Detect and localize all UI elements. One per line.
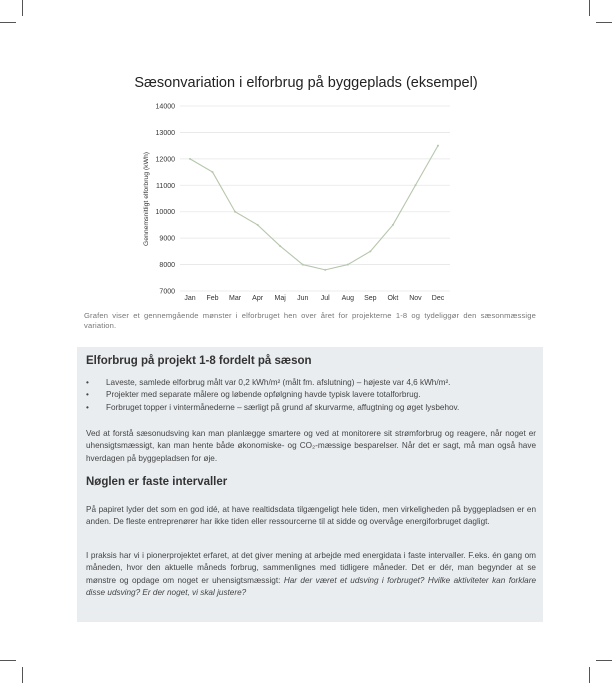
y-tick-label: 10000 <box>155 209 175 217</box>
x-tick-label: Okt <box>387 295 399 302</box>
bullet-item <box>86 377 536 389</box>
data-point <box>189 158 191 160</box>
x-tick-label: Nov <box>409 295 422 302</box>
data-point <box>324 269 326 271</box>
paragraph: På papiret lyder det som en god idé, at have realtidsdata tilgængeligt hele tiden, men virkeligheden på byggepladsen er en anden. De fleste entreprenører har ikke tiden eller ressourcerne til at sidde og overvåge energiforbruget dagligt. <box>86 505 536 527</box>
data-point <box>302 264 304 266</box>
section-heading: Elforbrug på projekt 1-8 fordelt på sæson <box>86 355 312 367</box>
paragraph-text: I praksis har vi i pionerprojektet erfaret, at det giver mening at arbejde med energidata i faste intervaller. F.eks. én gang om måneden, hvor den aktuelle måneds forbrug, sammenlignes med tidligere måneder. Det er dér, man begynder at se mønstre og opdage om noget er uhensigtsmæssigt: <box>86 551 536 585</box>
y-tick-label: 13000 <box>155 129 175 137</box>
x-tick-label: Aug <box>341 295 355 302</box>
x-tick-label: Sep <box>364 295 377 302</box>
y-tick-label: 7000 <box>159 288 175 296</box>
x-tick-label: Feb <box>206 295 219 302</box>
line-chart <box>0 0 612 310</box>
bullet-icon: • <box>86 402 89 412</box>
x-tick-label: Jun <box>297 295 309 302</box>
paragraph-italic-text: Har der været et udsving i forbruget? Hvilke aktiviteter kan forklare disse udsving? Er der noget, vi skal justere? <box>86 575 536 598</box>
y-tick-label: 8000 <box>159 262 175 270</box>
x-tick-label: Apr <box>252 295 264 302</box>
crop-mark <box>0 660 16 661</box>
data-point <box>392 224 394 226</box>
section-heading: Nøglen er faste intervaller <box>86 476 228 488</box>
x-tick-label: Jan <box>184 295 196 302</box>
chart-title: Sæsonvariation i elforbrug på byggeplads (eksempel) <box>134 75 478 91</box>
x-tick-label: Jul <box>320 295 330 302</box>
y-axis-label: Gennemsnitligt elforbrug (kWh) <box>143 151 150 247</box>
y-tick-label: 12000 <box>155 156 175 164</box>
bullet-list <box>86 377 536 414</box>
y-tick-label: 9000 <box>159 235 175 243</box>
y-tick-label: 14000 <box>155 103 175 111</box>
bullet-text: Laveste, samlede elforbrug målt var 0,2 kWh/m² (målt fm. afslutning) – højeste var 4,6 kWh/m². <box>106 378 451 387</box>
x-tick-label: Maj <box>274 295 286 302</box>
data-point <box>234 211 236 213</box>
crop-mark <box>22 667 23 683</box>
chart-caption: Grafen viser et gennemgående mønster i elforbruget hen over året for projekterne 1-8 og tydeliggør den sæsonmæssige variation. <box>84 311 536 330</box>
data-point <box>414 184 416 186</box>
series-line <box>190 146 438 270</box>
bullet-item <box>86 402 536 414</box>
data-point <box>437 145 439 147</box>
y-tick-label: 11000 <box>156 182 175 190</box>
data-point <box>347 264 349 266</box>
bullet-item <box>86 389 536 401</box>
x-tick-label: Mar <box>229 295 242 302</box>
x-tick-label: Dec <box>431 295 445 302</box>
crop-mark <box>596 660 612 661</box>
bullet-icon: • <box>86 390 89 400</box>
bullet-icon: • <box>86 378 89 387</box>
data-point <box>257 224 259 226</box>
data-point <box>279 245 281 247</box>
info-box <box>77 347 543 622</box>
bullet-text: Forbruget topper i vintermånederne – særligt på grund af skurvarme, affugtning og øget lysbehov. <box>106 402 460 412</box>
paragraph: Ved at forstå sæsonudsving kan man planlægge smartere og ved at monitorere sit strømforbrug og reagere, når noget er uhensigtsmæssigt, kan man hente både økonomiske- og CO₂-mæssige besparelser. Når det er sagt, må man også have hverdagen på byggepladsen for øje. <box>86 429 536 463</box>
bullet-text: Projekter med separate målere og løbende opfølgning havde typisk lavere totalforbrug. <box>106 390 421 400</box>
data-point <box>212 171 214 173</box>
data-point <box>369 250 371 252</box>
paragraph <box>86 550 536 600</box>
crop-mark <box>589 667 590 683</box>
